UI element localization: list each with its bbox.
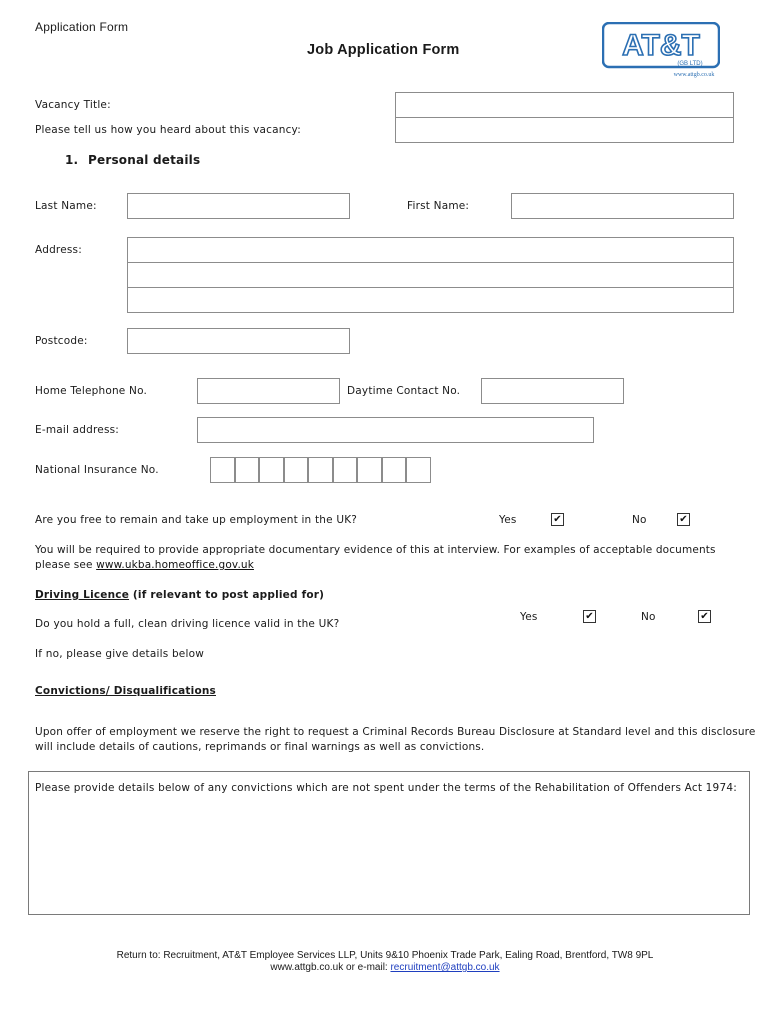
ni-digit-box[interactable] <box>308 457 333 483</box>
vacancy-source-label: Please tell us how you heard about this vacancy: <box>35 124 301 136</box>
home-phone-input[interactable] <box>197 378 340 404</box>
driving-no-label: No <box>641 611 656 623</box>
driving-licence-question: Do you hold a full, clean driving licence valid in the UK? <box>35 618 340 630</box>
page-title: Job Application Form <box>307 42 460 58</box>
logo-wordmark: AT&T <box>622 29 700 62</box>
driving-heading-text: Driving Licence <box>35 589 130 601</box>
vacancy-title-input[interactable] <box>395 92 734 118</box>
ni-digit-box[interactable] <box>210 457 235 483</box>
checkmark-icon: ✔ <box>679 514 688 525</box>
convictions-line-2: will include details of cautions, reprimands or final warnings as well as convictions. <box>35 741 485 753</box>
vacancy-source-input[interactable] <box>395 117 734 143</box>
uk-no-checkbox[interactable] <box>677 513 690 526</box>
home-phone-label: Home Telephone No. <box>35 385 148 397</box>
footer-contact-prefix: www.attgb.co.uk or e-mail: <box>270 962 391 973</box>
ukba-link[interactable]: www.ukba.homeoffice.gov.uk <box>96 559 254 571</box>
company-logo <box>602 22 720 80</box>
last-name-label: Last Name: <box>35 200 97 212</box>
convictions-details-textarea[interactable] <box>28 771 750 915</box>
ni-digit-box[interactable] <box>235 457 260 483</box>
logo-url: www.attgb.co.uk <box>673 72 715 78</box>
ni-digit-box[interactable] <box>382 457 407 483</box>
convictions-paragraph <box>35 725 755 755</box>
convictions-box-label: Please provide details below of any convictions which are not spent under the terms of the Rehabilitation of Offenders Act 1974: <box>35 782 737 794</box>
address-line-3-input[interactable] <box>127 287 734 313</box>
address-label: Address: <box>35 244 82 256</box>
uk-yes-checkbox[interactable] <box>551 513 564 526</box>
footer-email-link[interactable]: recruitment@attgb.co.uk <box>390 962 500 973</box>
postcode-input[interactable] <box>127 328 350 354</box>
first-name-input[interactable] <box>511 193 734 219</box>
section-number: 1. <box>65 153 79 167</box>
footer-return-address: Return to: Recruitment, AT&T Employee Services LLP, Units 9&10 Phoenix Trade Park, Ealing Road, Brentford, TW8 9PL <box>116 950 654 961</box>
ni-number-label: National Insurance No. <box>35 464 159 476</box>
email-input[interactable] <box>197 417 594 443</box>
driving-yes-checkbox[interactable] <box>583 610 596 623</box>
uk-evidence-line-1: You will be required to provide appropriate documentary evidence of this at interview. For examples of acceptable documents <box>35 544 716 556</box>
footer-contact <box>0 961 770 974</box>
checkmark-icon: ✔ <box>553 514 562 525</box>
document-header-label: Application Form <box>35 20 129 34</box>
driving-heading-suffix: (if relevant to post applied for) <box>129 589 325 601</box>
convictions-heading: Convictions/ Disqualifications <box>35 685 216 697</box>
postcode-label: Postcode: <box>35 335 88 347</box>
driving-licence-heading <box>35 589 324 601</box>
checkmark-icon: ✔ <box>585 611 594 622</box>
driving-details-label: If no, please give details below <box>35 648 204 660</box>
uk-employment-question: Are you free to remain and take up employment in the UK? <box>35 514 358 526</box>
vacancy-title-label: Vacancy Title: <box>35 99 111 111</box>
uk-yes-label: Yes <box>499 514 517 526</box>
logo-sub: (GB LTD) <box>677 61 703 67</box>
address-line-1-input[interactable] <box>127 237 734 263</box>
ni-digit-box[interactable] <box>284 457 309 483</box>
email-label: E-mail address: <box>35 424 120 436</box>
att-logo-graphic <box>602 22 720 80</box>
daytime-contact-input[interactable] <box>481 378 624 404</box>
daytime-contact-label: Daytime Contact No. <box>347 385 461 397</box>
ni-digit-box[interactable] <box>357 457 382 483</box>
driving-no-checkbox[interactable] <box>698 610 711 623</box>
first-name-label: First Name: <box>407 200 470 212</box>
checkmark-icon: ✔ <box>700 611 709 622</box>
uk-evidence-prefix: please see <box>35 559 97 571</box>
ni-digit-box[interactable] <box>406 457 431 483</box>
address-line-2-input[interactable] <box>127 262 734 288</box>
uk-evidence-line-2 <box>35 558 716 573</box>
last-name-input[interactable] <box>127 193 350 219</box>
uk-evidence-note <box>35 543 716 573</box>
section-heading-personal: Personal details <box>88 153 201 167</box>
convictions-line-1: Upon offer of employment we reserve the right to request a Criminal Records Bureau Disclosure at Standard level and this disclosure <box>35 726 756 738</box>
driving-yes-label: Yes <box>520 611 538 623</box>
ni-digit-box[interactable] <box>259 457 284 483</box>
ni-digit-box[interactable] <box>333 457 358 483</box>
uk-no-label: No <box>632 514 647 526</box>
